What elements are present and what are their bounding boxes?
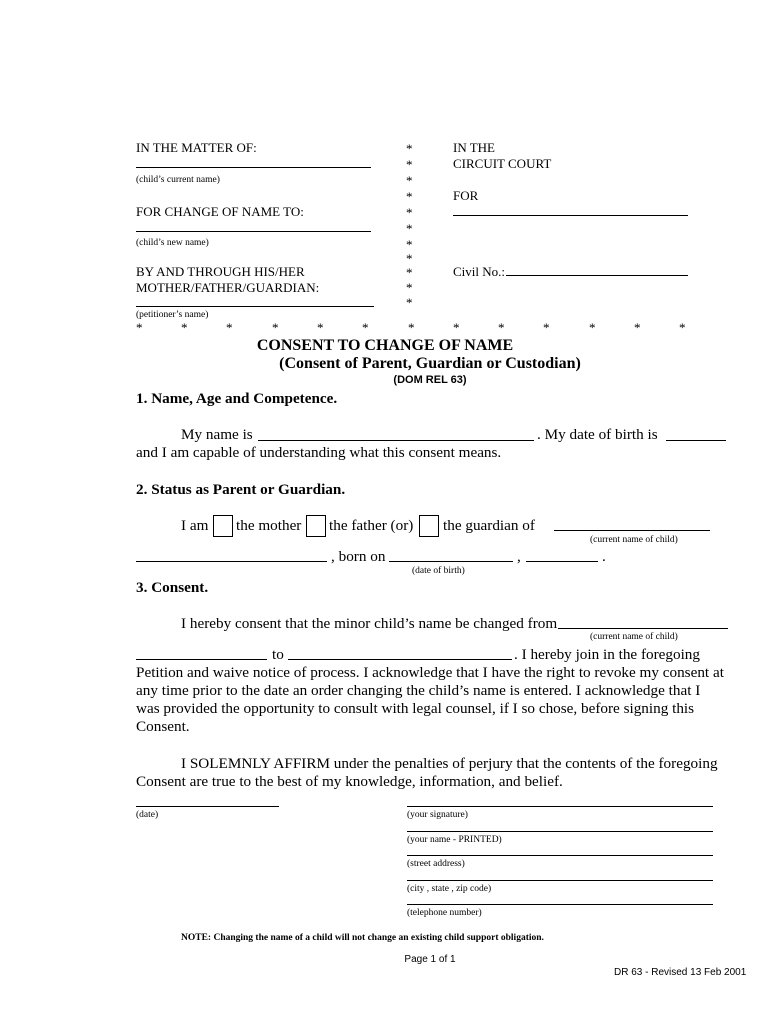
page-number: Page 1 of 1 <box>404 954 456 965</box>
star: * <box>679 320 686 335</box>
childs-current-name-line[interactable] <box>136 167 371 168</box>
signature-line[interactable] <box>407 806 713 807</box>
star: * <box>317 320 324 335</box>
star: * <box>406 280 413 295</box>
form-code: (DOM REL 63) <box>393 374 467 386</box>
child-current-name-line[interactable] <box>554 530 710 531</box>
petitioner-caption: (petitioner’s name) <box>136 310 209 320</box>
star: * <box>634 320 641 335</box>
street-address-caption: (street address) <box>407 859 465 869</box>
affirm-line-2: Consent are true to the best of my knowledge, information, and belief. <box>136 773 563 790</box>
child-name-line-2[interactable] <box>136 561 327 562</box>
my-name-label: My name is <box>181 426 253 443</box>
mother-checkbox[interactable] <box>213 515 233 537</box>
father-label: the father (or) <box>329 517 414 534</box>
date-caption: (date) <box>136 810 159 820</box>
join-text: . I hereby join in the foregoing <box>514 646 700 663</box>
i-am-label: I am <box>181 517 209 534</box>
star: * <box>589 320 596 335</box>
section1-heading: 1. Name, Age and Competence. <box>136 390 338 407</box>
telephone-caption: (telephone number) <box>407 908 482 918</box>
guardian-checkbox[interactable] <box>419 515 439 537</box>
for-label: FOR <box>453 188 479 203</box>
star: * <box>181 320 188 335</box>
para-line-2: any time prior to the date an order changing the child’s name is entered. I acknowledge that I <box>136 682 701 699</box>
signature-caption: (your signature) <box>407 810 468 820</box>
star: * <box>406 157 413 172</box>
mother-label: the mother <box>236 517 302 534</box>
star: * <box>406 295 413 310</box>
form-revision: DR 63 - Revised 13 Feb 2001 <box>614 967 747 978</box>
telephone-line[interactable] <box>407 904 713 905</box>
star: * <box>362 320 369 335</box>
consent-text: I hereby consent that the minor child’s name be changed from <box>181 615 558 632</box>
matter-label: IN THE MATTER OF: <box>136 140 257 155</box>
star: * <box>498 320 505 335</box>
child-dob-caption: (date of birth) <box>412 566 465 576</box>
born-on-label: , born on <box>331 548 386 565</box>
star: * <box>406 221 413 236</box>
court-label-line2: CIRCUIT COURT <box>453 156 552 171</box>
star: * <box>453 320 460 335</box>
change-from-caption: (current name of child) <box>590 632 678 642</box>
star: * <box>226 320 233 335</box>
date-line[interactable] <box>136 806 279 807</box>
printed-name-line[interactable] <box>407 831 713 832</box>
county-line[interactable] <box>453 215 688 216</box>
star: * <box>406 237 413 252</box>
star: * <box>136 320 143 335</box>
para-line-3: was provided the opportunity to consult with legal counsel, if I so chose, before signing this <box>136 700 695 717</box>
affirm-line-1: I SOLEMNLY AFFIRM under the penalties of perjury that the contents of the foregoing <box>181 755 718 772</box>
change-from-line-2[interactable] <box>136 659 267 660</box>
child-dob-line[interactable] <box>389 561 513 562</box>
section2-heading: 2. Status as Parent or Guardian. <box>136 481 346 498</box>
through-label-line1: BY AND THROUGH HIS/HER <box>136 264 305 279</box>
form-title: CONSENT TO CHANGE OF NAME <box>256 337 514 354</box>
through-label-line2: MOTHER/FATHER/GUARDIAN: <box>136 280 320 295</box>
section3-heading: 3. Consent. <box>136 579 209 596</box>
form-subtitle: (Consent of Parent, Guardian or Custodian) <box>279 355 581 372</box>
court-label-line1: IN THE <box>453 140 496 155</box>
childs-new-name-caption: (child’s new name) <box>136 238 209 248</box>
change-to-label: FOR CHANGE OF NAME TO: <box>136 204 304 219</box>
printed-name-caption: (your name - PRINTED) <box>407 835 502 845</box>
my-name-line[interactable] <box>258 440 534 441</box>
dob-comma: , <box>517 548 521 565</box>
para-line-1: Petition and waive notice of process. I acknowledge that I have the right to revoke my consent at <box>136 664 724 681</box>
star: * <box>406 251 413 266</box>
father-checkbox[interactable] <box>306 515 326 537</box>
civil-no-label: Civil No.: <box>453 264 506 279</box>
childs-new-name-line[interactable] <box>136 231 371 232</box>
competence-text: and I am capable of understanding what this consent means. <box>136 444 502 461</box>
child-current-name-caption: (current name of child) <box>590 535 678 545</box>
childs-current-name-caption: (child’s current name) <box>136 175 220 185</box>
star: * <box>408 320 415 335</box>
dob-label: . My date of birth is <box>537 426 658 443</box>
star: * <box>406 173 413 188</box>
change-to-line[interactable] <box>288 659 512 660</box>
star: * <box>543 320 550 335</box>
star: * <box>272 320 279 335</box>
to-label: to <box>272 646 284 663</box>
star: * <box>406 205 413 220</box>
star: * <box>406 189 413 204</box>
support-note: NOTE: Changing the name of a child will not change an existing child support obligation. <box>181 933 544 943</box>
para-line-4: Consent. <box>136 718 190 735</box>
civil-no-line[interactable] <box>506 275 688 276</box>
dob-period: . <box>602 548 606 565</box>
change-from-line[interactable] <box>558 628 728 629</box>
street-address-line[interactable] <box>407 855 713 856</box>
guardian-label: the guardian of <box>443 517 535 534</box>
petitioner-name-line[interactable] <box>136 306 374 307</box>
city-state-zip-caption: (city , state , zip code) <box>407 884 492 894</box>
city-state-zip-line[interactable] <box>407 880 713 881</box>
child-dob-year-line[interactable] <box>526 561 598 562</box>
star: * <box>406 141 413 156</box>
star: * <box>406 265 413 280</box>
my-dob-line[interactable] <box>666 440 726 441</box>
